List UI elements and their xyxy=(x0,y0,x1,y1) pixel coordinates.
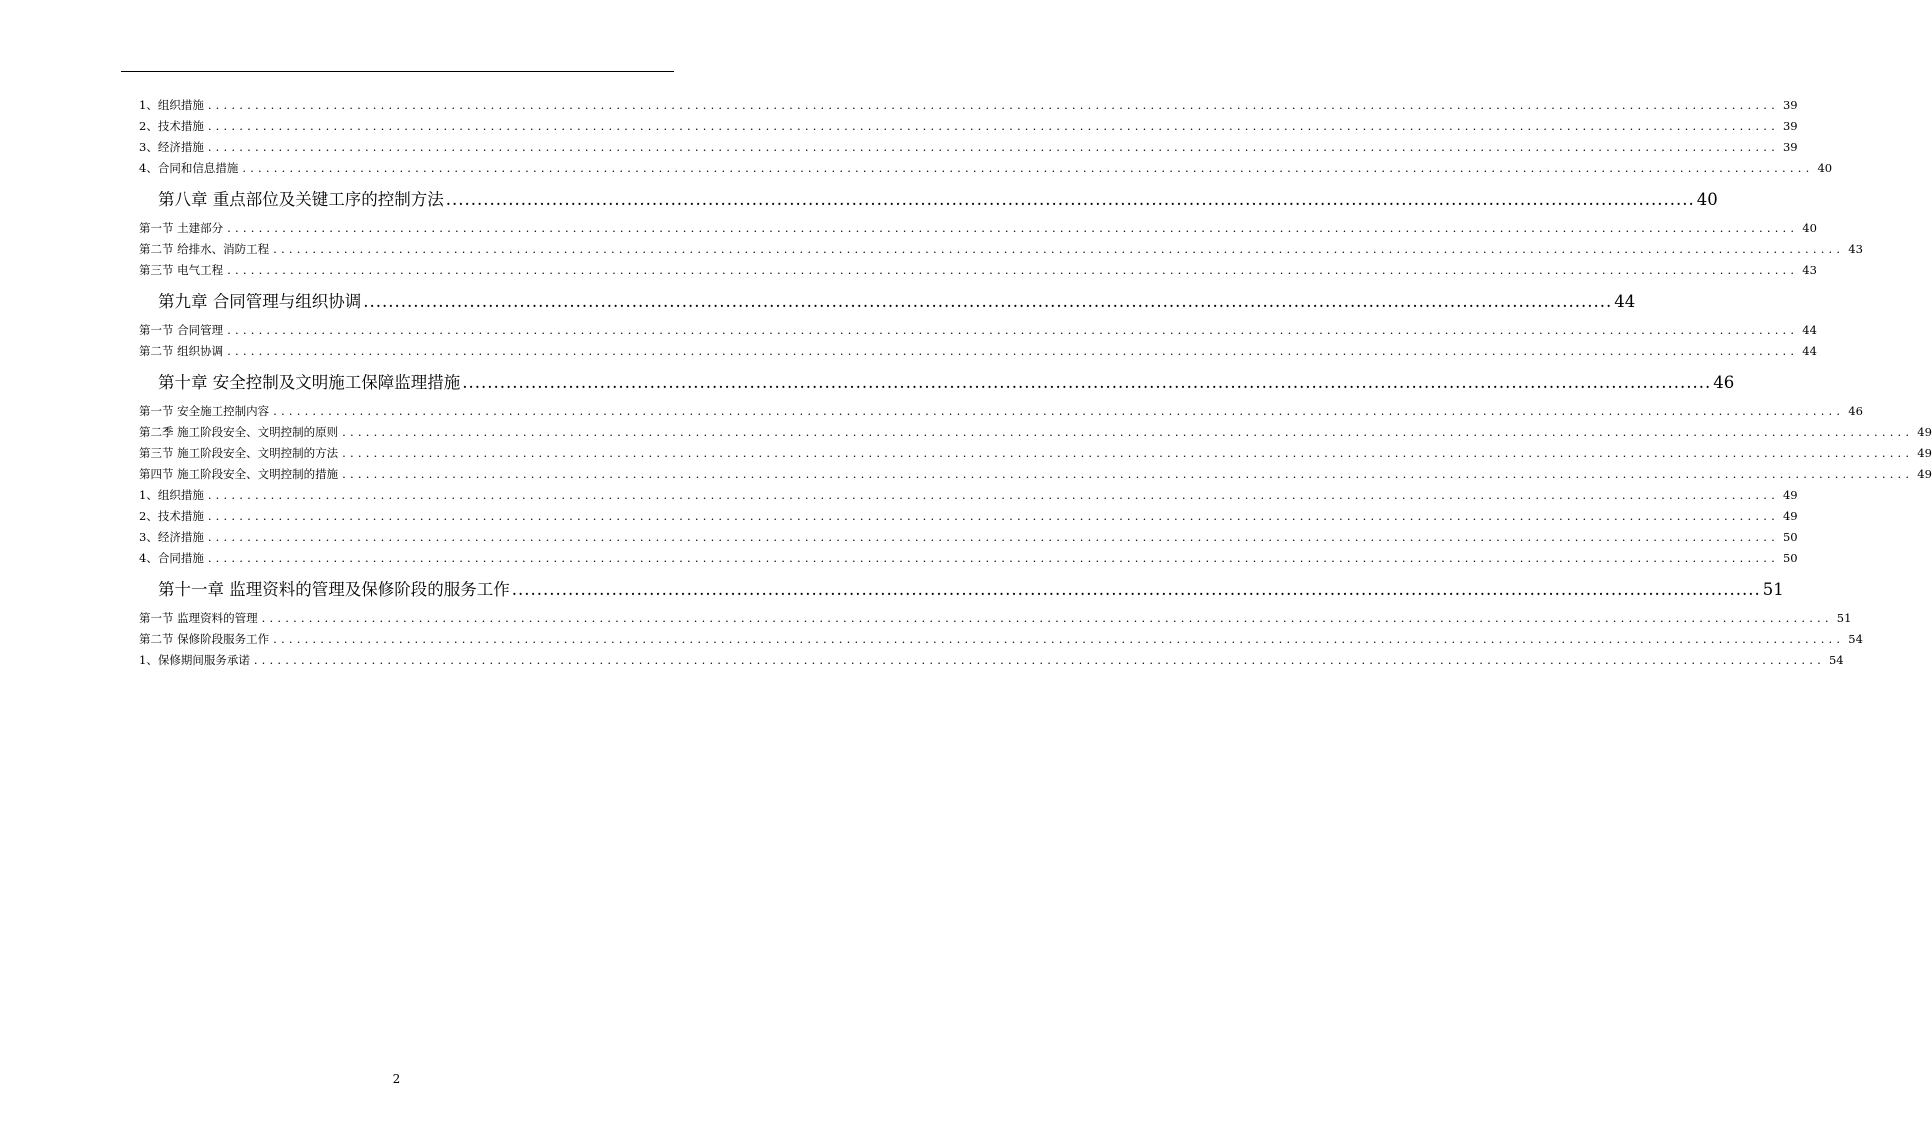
dot-leader: ........................................................................................................................................................................................................ xyxy=(207,140,1779,154)
toc-entry[interactable] xyxy=(139,464,1932,485)
dot-leader: ........................................................................................................................................................................................................ xyxy=(342,425,1914,439)
dot-leader: ........................................................................................................................................................................................................ xyxy=(227,323,1799,337)
toc-page-number: 51 xyxy=(1836,611,1852,625)
toc-page-number: 54 xyxy=(1848,632,1863,646)
toc-title: 第一节 安全施工控制内容 xyxy=(139,404,270,418)
toc-chapter[interactable] xyxy=(139,189,1718,210)
toc-title: 第十章 安全控制及文明施工保障监理措施 xyxy=(158,373,461,392)
dot-leader: ........................................................................................................................................................................................................ xyxy=(445,190,1695,209)
toc-title: 1、组织措施 xyxy=(139,98,204,112)
toc-title: 第二节 给排水、消防工程 xyxy=(139,242,270,256)
toc-page-number: 43 xyxy=(1802,263,1817,277)
dot-leader: ........................................................................................................................................................................................................ xyxy=(227,221,1799,235)
toc-entry[interactable] xyxy=(139,95,1798,116)
toc-title: 第三节 施工阶段安全、文明控制的方法 xyxy=(139,446,339,460)
toc-page-number: 49 xyxy=(1917,425,1932,439)
toc-title: 1、保修期间服务承诺 xyxy=(139,653,250,667)
toc-page-number: 49 xyxy=(1917,446,1932,460)
toc-page-number: 49 xyxy=(1782,488,1798,502)
toc-page-number: 39 xyxy=(1782,119,1798,133)
dot-leader: ........................................................................................................................................................................................................ xyxy=(253,653,1825,667)
toc-page-number: 49 xyxy=(1917,467,1932,481)
toc-page-number: 44 xyxy=(1802,323,1817,337)
dot-leader: ........................................................................................................................................................................................................ xyxy=(261,611,1833,625)
toc-title: 4、合同和信息措施 xyxy=(139,161,239,175)
toc-page-number: 50 xyxy=(1782,551,1798,565)
toc-title: 第一节 监理资料的管理 xyxy=(139,611,258,625)
toc-chapter[interactable] xyxy=(139,372,1735,393)
toc-entry[interactable] xyxy=(139,527,1798,548)
toc-page-number: 46 xyxy=(1713,373,1735,392)
toc-title: 第八章 重点部位及关键工序的控制方法 xyxy=(158,190,444,209)
toc-title: 第一节 合同管理 xyxy=(139,323,224,337)
toc-entry[interactable] xyxy=(139,608,1852,629)
toc-entry[interactable] xyxy=(139,320,1817,341)
dot-leader: ........................................................................................................................................................................................................ xyxy=(363,292,1613,311)
toc-page-number: 51 xyxy=(1762,580,1784,599)
toc-title: 第二节 组织协调 xyxy=(139,344,224,358)
toc-title: 第二季 施工阶段安全、文明控制的原则 xyxy=(139,425,339,439)
toc-title: 4、合同措施 xyxy=(139,551,204,565)
toc-entry[interactable] xyxy=(139,650,1844,671)
toc-page-number: 50 xyxy=(1782,530,1798,544)
toc-title: 2、技术措施 xyxy=(139,509,204,523)
toc-chapter[interactable] xyxy=(139,579,1784,600)
toc-title: 第十一章 监理资料的管理及保修阶段的服务工作 xyxy=(158,580,510,599)
dot-leader: ........................................................................................................................................................................................................ xyxy=(273,242,1845,256)
toc-title: 第二节 保修阶段服务工作 xyxy=(139,632,270,646)
dot-leader: ........................................................................................................................................................................................................ xyxy=(227,263,1799,277)
dot-leader: ........................................................................................................................................................................................................ xyxy=(273,404,1845,418)
toc-title: 3、经济措施 xyxy=(139,140,204,154)
dot-leader: ........................................................................................................................................................................................................ xyxy=(511,580,1761,599)
toc-page-number: 40 xyxy=(1817,161,1833,175)
toc-entry[interactable] xyxy=(139,401,1863,422)
toc-title: 2、技术措施 xyxy=(139,119,204,133)
toc-page-number: 54 xyxy=(1828,653,1844,667)
toc-title: 1、组织措施 xyxy=(139,488,204,502)
toc-page-number: 49 xyxy=(1782,509,1798,523)
header-rule xyxy=(121,71,674,72)
toc-entry[interactable] xyxy=(139,341,1817,362)
toc-title: 3、经济措施 xyxy=(139,530,204,544)
page-number: 2 xyxy=(392,1072,401,1086)
toc-title: 第三节 电气工程 xyxy=(139,263,224,277)
toc-entry[interactable] xyxy=(139,158,1833,179)
toc-page-number: 44 xyxy=(1802,344,1817,358)
toc-entry[interactable] xyxy=(139,116,1798,137)
dot-leader: ........................................................................................................................................................................................................ xyxy=(273,632,1845,646)
toc-entry[interactable] xyxy=(139,422,1932,443)
dot-leader: ........................................................................................................................................................................................................ xyxy=(342,467,1914,481)
dot-leader: ........................................................................................................................................................................................................ xyxy=(242,161,1814,175)
dot-leader: ........................................................................................................................................................................................................ xyxy=(462,373,1712,392)
toc-entry[interactable] xyxy=(139,218,1817,239)
toc-title: 第四节 施工阶段安全、文明控制的措施 xyxy=(139,467,339,481)
toc-entry[interactable] xyxy=(139,137,1798,158)
toc-page-number: 46 xyxy=(1848,404,1863,418)
toc-page-number: 44 xyxy=(1614,292,1636,311)
dot-leader: ........................................................................................................................................................................................................ xyxy=(207,488,1779,502)
toc-entry[interactable] xyxy=(139,506,1798,527)
toc-entry[interactable] xyxy=(139,260,1817,281)
toc-entry[interactable] xyxy=(139,239,1863,260)
toc-page-number: 40 xyxy=(1802,221,1817,235)
dot-leader: ........................................................................................................................................................................................................ xyxy=(207,530,1779,544)
toc-entry[interactable] xyxy=(139,485,1798,506)
toc-title: 第一节 土建部分 xyxy=(139,221,224,235)
toc-title: 第九章 合同管理与组织协调 xyxy=(158,292,362,311)
toc-entry[interactable] xyxy=(139,629,1863,650)
toc-chapter[interactable] xyxy=(139,291,1636,312)
table-of-contents xyxy=(139,95,1932,671)
toc-page-number: 40 xyxy=(1696,190,1718,209)
toc-page-number: 39 xyxy=(1782,98,1798,112)
toc-page-number: 43 xyxy=(1848,242,1863,256)
dot-leader: ........................................................................................................................................................................................................ xyxy=(207,119,1779,133)
dot-leader: ........................................................................................................................................................................................................ xyxy=(207,551,1779,565)
dot-leader: ........................................................................................................................................................................................................ xyxy=(207,509,1779,523)
dot-leader: ........................................................................................................................................................................................................ xyxy=(227,344,1799,358)
toc-page-number: 39 xyxy=(1782,140,1798,154)
toc-entry[interactable] xyxy=(139,548,1798,569)
dot-leader: ........................................................................................................................................................................................................ xyxy=(342,446,1914,460)
toc-entry[interactable] xyxy=(139,443,1932,464)
dot-leader: ........................................................................................................................................................................................................ xyxy=(207,98,1779,112)
